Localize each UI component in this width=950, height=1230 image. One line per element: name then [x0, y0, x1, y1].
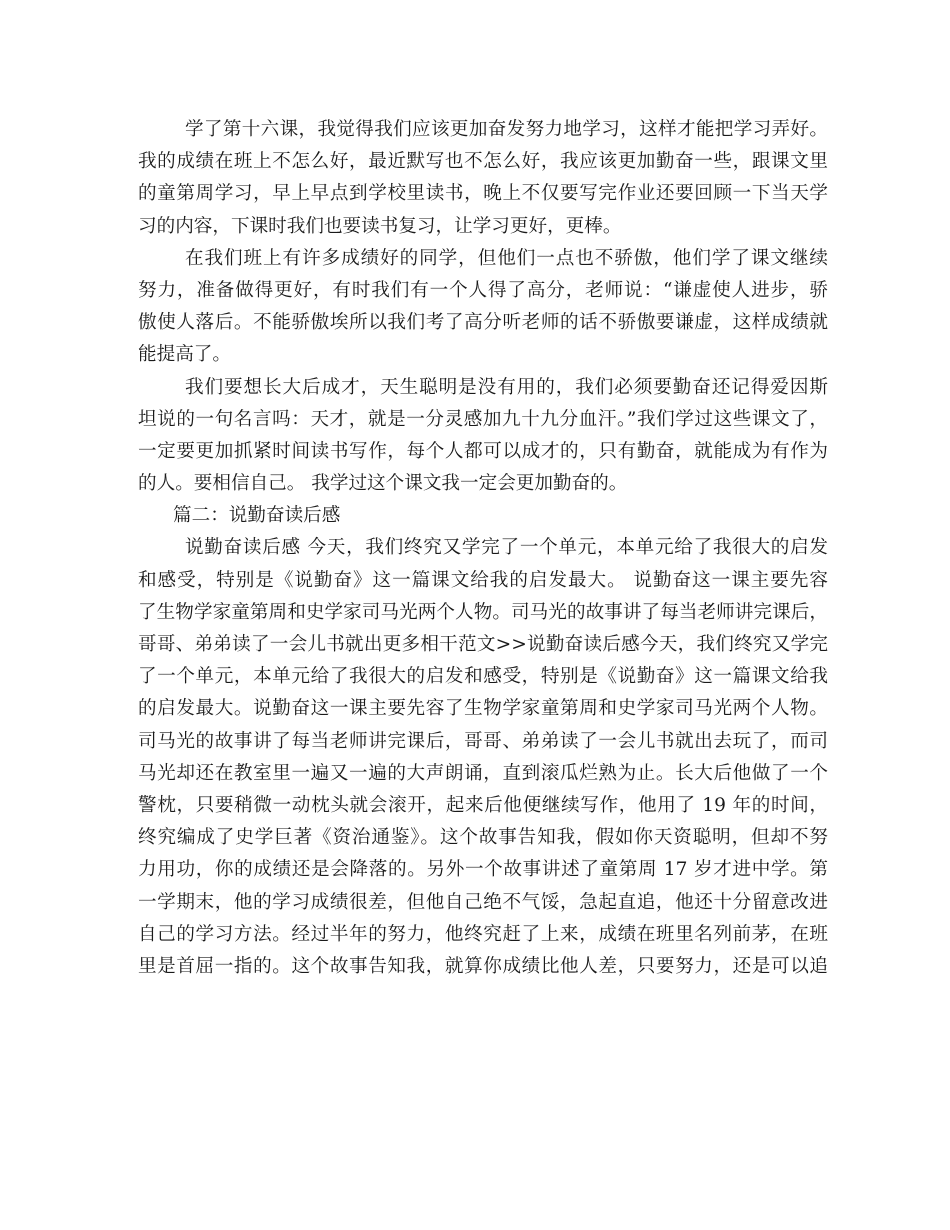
paragraph-4-line-13: 自己的学习方法。经过半年的努力，他终究赶了上来，成绩在班里名列前茅，在班 — [138, 923, 828, 945]
paragraph-4-line-9: 警枕，只要稍微一动枕头就会滚开，起来后他便继续写作，他用了 19 年的时间， — [138, 794, 828, 816]
paragraph-1-line-1: 学了第十六课，我觉得我们应该更加奋发努力地学习，这样才能把学习弄好。 — [185, 119, 828, 140]
body-text — [138, 114, 828, 983]
paragraph-1-line-3: 的童第周学习，早上早点到学校里读书，晚上不仅要写完作业还要回顾一下当天学 — [138, 183, 828, 205]
paragraph-4-line-10: 终究编成了史学巨著《资治通鉴》。这个故事告知我，假如你天资聪明，但却不努 — [138, 827, 828, 849]
paragraph-4-line-1: 说勤奋读后感 今天，我们终究又学完了一个单元，本单元给了我很大的启发 — [185, 537, 828, 559]
paragraph-4-line-5: 了一个单元，本单元给了我很大的启发和感受，特别是《说勤奋》这一篇课文给我 — [138, 666, 828, 688]
section-heading: 篇二：说勤奋读后感 — [173, 505, 341, 527]
paragraph-2-line-4: 能提高了。 — [138, 344, 231, 366]
paragraph-4-line-6: 的启发最大。说勤奋这一课主要先容了生物学家童第周和史学家司马光两个人物。 — [138, 698, 828, 720]
paragraph-3-line-3: 一定要更加抓紧时间读书写作，每个人都可以成才的，只有勤奋，就能成为有作为 — [138, 440, 828, 462]
paragraph-4-line-4: 哥哥、弟弟读了一会儿书就出更多相干范文>>说勤奋读后感今天，我们终究又学完 — [138, 634, 828, 655]
paragraph-4-line-12: 一学期末，他的学习成绩很差，但他自己绝不气馁，急起直追，他还十分留意改进 — [138, 891, 828, 913]
paragraph-3-line-1: 我们要想长大后成才，天生聪明是没有用的，我们必须要勤奋还记得爱因斯 — [185, 376, 828, 398]
paragraph-2-line-1: 在我们班上有许多成绩好的同学，但他们一点也不骄傲，他们学了课文继续 — [185, 247, 828, 269]
paragraph-1-line-2: 我的成绩在班上不怎么好，最近默写也不怎么好，我应该更加勤奋一些，跟课文里 — [138, 151, 828, 173]
paragraph-4-line-11: 力用功，你的成绩还是会降落的。另外一个故事讲述了童第周 17 岁才进中学。第 — [138, 859, 828, 881]
paragraph-2-line-2: 努力，准备做得更好，有时我们有一个人得了高分，老师说：“谦虚使人进步，骄 — [138, 279, 828, 301]
paragraph-4-line-14: 里是首屈一指的。这个故事告知我，就算你成绩比他人差，只要努力，还是可以追 — [138, 955, 828, 977]
paragraph-3-line-2: 坦说的一句名言吗：天才，就是一分灵感加九十九分血汗。”我们学过这些课文了， — [138, 408, 828, 430]
paragraph-4-line-8: 马光却还在教室里一遍又一遍的大声朗诵，直到滚瓜烂熟为止。长大后他做了一个 — [138, 762, 828, 784]
paragraph-4-line-3: 了生物学家童第周和史学家司马光两个人物。司马光的故事讲了每当老师讲完课后， — [138, 601, 828, 623]
paragraph-4-line-2: 和感受，特别是《说勤奋》这一篇课文给我的启发最大。 说勤奋这一课主要先容 — [138, 569, 828, 591]
paragraph-3-line-4: 的人。要相信自己。 我学过这个课文我一定会更加勤奋的。 — [138, 473, 628, 495]
paragraph-4-line-7: 司马光的故事讲了每当老师讲完课后，哥哥、弟弟读了一会儿书就出去玩了，而司 — [138, 730, 828, 752]
paragraph-2-line-3: 傲使人落后。不能骄傲埃所以我们考了高分听老师的话不骄傲要谦虚，这样成绩就 — [138, 312, 828, 334]
paragraph-1-line-4: 习的内容，下课时我们也要读书复习，让学习更好，更棒。 — [138, 215, 622, 237]
